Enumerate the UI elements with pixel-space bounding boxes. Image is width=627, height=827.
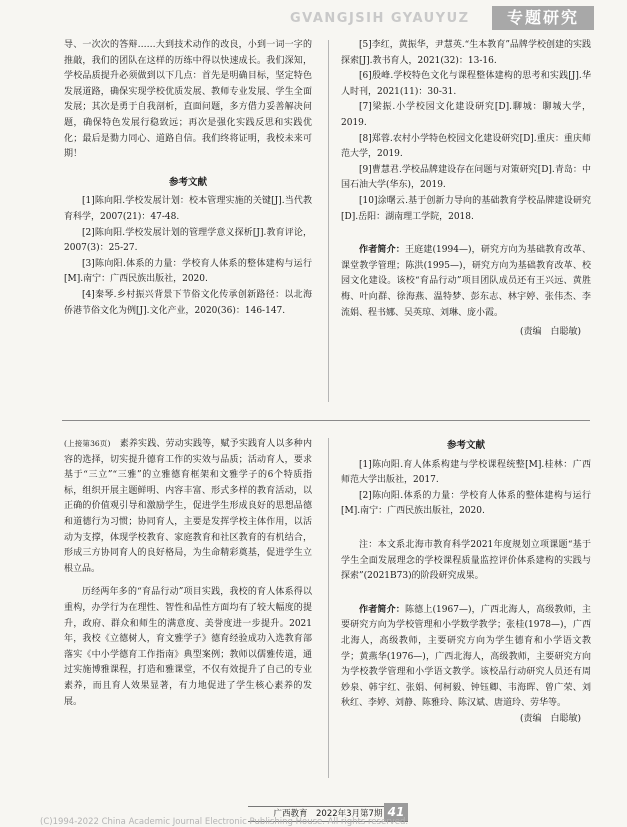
author-label: 作者简介： bbox=[359, 604, 405, 615]
author-bio bbox=[341, 243, 591, 321]
reference-item: [8]郑蓉.农村小学特色校园文化建设研究[D].重庆：重庆师范大学，2019. bbox=[341, 133, 591, 160]
editor-credit: (责编 白聪敏) bbox=[519, 327, 581, 338]
page-header bbox=[0, 0, 627, 36]
bottom-left-column bbox=[64, 436, 312, 710]
reference-item: [2]陈向阳.学校发展计划的管理学意义探析[J].教育评论，2007(3)：25-27. bbox=[64, 227, 312, 254]
reference-item: [9]曹慧君.学校品牌建设存在问题与对策研究[D].青岛：中国石油大学(华东)，2019. bbox=[341, 164, 591, 191]
continued-note: (上接第36页) bbox=[64, 439, 111, 448]
header-latin-text: GVANGJSIH GYAUYUZ bbox=[290, 11, 470, 26]
references-title: 参考文献 bbox=[168, 176, 207, 188]
reference-item: [5]李红，黄振华，尹慧英.“生本教育”品牌学校创建的实践探索[J].教书育人，2021(32)：13-16. bbox=[341, 40, 591, 66]
reference-item: [10]涂曙云.基于创新力导向的基础教育学校品牌建设研究[D].岳阳：湖南理工学院，2018. bbox=[341, 195, 591, 222]
copyright-watermark: (C)1994-2022 China Academic Journal Electronic Publishing House. All rights reserved. bbox=[40, 817, 409, 827]
author-bio bbox=[341, 603, 591, 712]
reference-item: [6]殷峰.学校特色文化与课程整体建构的思考和实践[J].华人时刊，2021(11)：30-31. bbox=[341, 71, 591, 97]
author-label: 作者简介： bbox=[359, 245, 405, 256]
reference-item: [3]陈向阳.体系的力量：学校育人体系的整体建构与运行[M].南宁：广西民族出版社，2020. bbox=[64, 258, 312, 285]
column-divider bbox=[328, 438, 329, 778]
author-text: 王庭建(1994—)，研究方向为基础教育改革、课堂教学管理；陈洪(1995—)，研究方向为基础教育改革、校园文化建设。该校“育品行动”项目团队成员还有王兴远、黄胜梅、叶向群、徐海燕、温特梦、彭东志、林宇婷、张伟杰、李流娟、程书娜、吴英琼、刘琳、庞小霞。 bbox=[341, 245, 591, 318]
section-divider bbox=[62, 420, 590, 421]
reference-item: [1]陈向阳.育人体系构建与学校课程统整[M].桂林：广西师范大学出版社，2017. bbox=[341, 459, 591, 486]
page-number: 41 bbox=[384, 803, 408, 821]
editor-credit: (责编 白聪敏) bbox=[519, 713, 581, 724]
references-title: 参考文献 bbox=[446, 440, 485, 451]
column-divider bbox=[328, 40, 329, 402]
reference-item: [2]陈向阳.体系的力量：学校育人体系的整体建构与运行[M].南宁：广西民族出版社，2020. bbox=[341, 490, 591, 517]
top-left-column bbox=[64, 38, 312, 319]
section-tag: 专题研究 bbox=[492, 6, 594, 30]
reference-item: [4]秦琴.乡村振兴背景下节俗文化传承创新路径：以北海侨港节俗文化为例[J].文化产业，2020(36)：146-147. bbox=[64, 289, 312, 316]
bottom-right-column bbox=[341, 436, 591, 728]
continued-paragraph bbox=[64, 436, 312, 577]
author-text: 陈德上(1967—)，广西北海人，高级教师，主要研究方向为学校管理和小学数学教学；张桂(1978—)，广西北海人，高级教师，主要研究方向为学生德育和小学语文教学；黄燕华(1976—)，广西北海人，高级教师，主要研究方向为学校教学管理和小学语文教学。该校品行动研究人员还有周妙泉、韩宇红、张娟、何柯毅、钟钰卿、韦海晖、曾广荣、刘秋红、李婷、刘静、陈雅玲、陈汉斌、唐道玲、劳华等。 bbox=[341, 604, 591, 709]
top-right-column bbox=[341, 38, 591, 341]
body-paragraph: 历经两年多的“育品行动”项目实践，我校的育人体系得以重构，办学行为在理性、智性和品性方面均有了较大幅度的提升，政府、群众和师生的满意度、美誉度进一步提升。2021年，我校《立德树人，育文雅学子》德育经验成功入选教育部落实《中小学德育工作指南》典型案例；教师以儒雅传道，通过实施博雅课程，打造和雅课堂，不仅有效提升了自己的专业素养，而且育人效果显著，有力地促进了学生核心素养的发展。 bbox=[64, 587, 312, 707]
continued-text: 素养实践、劳动实践等，赋予实践育人以多种内容的选择，切实提升德育工作的实效与品质；活动育人，要求基于“三立”“三雅”的立雅德育框架和文雅学子的6个特质指标，组织开展主题鲜明、内容丰富、形式多样的教育活动，以正确的价值观引导和激励学生，促进学生形成良好的思想品德和道德行为习惯；协同育人，主要是发挥学校主体作用，以活动为支撑，体现学校教育、家庭教育和社区教育的有机结合，形成三方协同育人的良好格局，为生命精彩奠基，促进学生立根立品。 bbox=[64, 439, 312, 574]
journal-issue: 广西教育 2022年3月第7期 bbox=[248, 806, 408, 822]
reference-item: [7]梁振.小学校园文化建设研究[D].聊城：聊城大学，2019. bbox=[341, 102, 591, 128]
reference-item: [1]陈向阳.学校发展计划：校本管理实施的关键[J].当代教育科学，2007(21)：47-48. bbox=[64, 196, 312, 222]
funding-note: 注：本文系北海市教育科学2021年度规划立项课题“基于学生全面发展理念的学校课程质量监控评价体系建构的实践与探索”(2021B73)的阶段研究成果。 bbox=[341, 539, 591, 582]
article-end-paragraph: 导、一次次的答辩……大到技术动作的改良，小到一词一字的推敲，我们的团队在这样的历练中得以快速成长。我们深知，学校品质提升必须做到以下几点：首先是明确目标，坚定特色发展道路，确保实现学校优质发展、教师专业发展、学生全面发展；其次是勇于自我剖析，直面问题，多方借力妥善解决问题，确保特色发展行稳致远；再次是强化实践反思和实践优化；最后是勠力同心、道路自信。我们终将证明，我校未来可期！ bbox=[64, 40, 312, 160]
